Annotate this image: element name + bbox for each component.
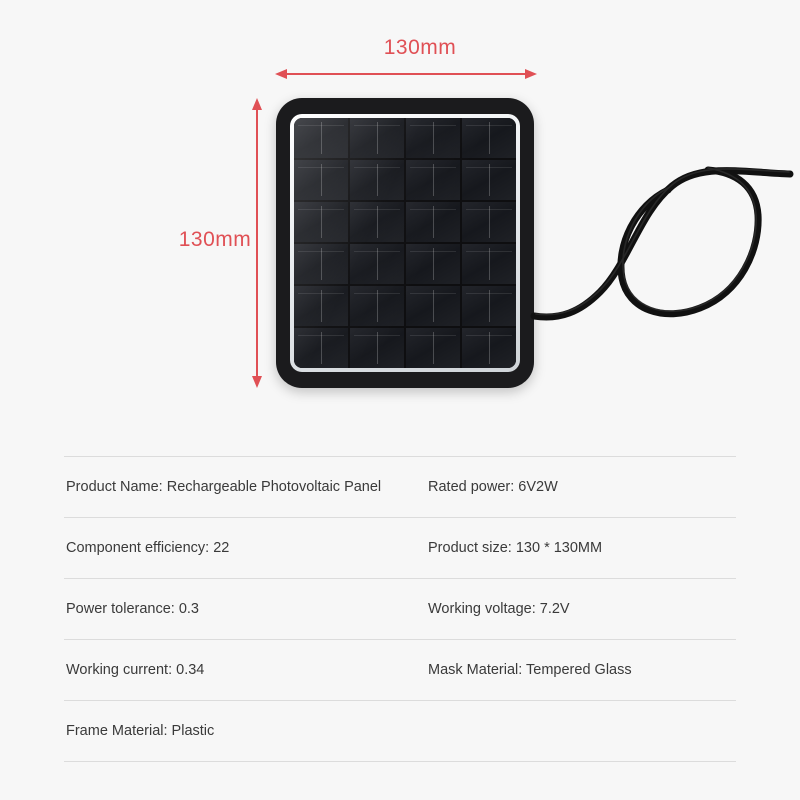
- solar-cell: [350, 118, 404, 158]
- spec-power-tolerance: Power tolerance: 0.3: [66, 600, 199, 617]
- specification-table: [64, 456, 736, 762]
- solar-cell: [294, 202, 348, 242]
- table-row: [64, 579, 736, 640]
- solar-cell: [462, 328, 516, 368]
- solar-cell: [406, 202, 460, 242]
- table-row: [64, 456, 736, 518]
- table-row: [64, 701, 736, 762]
- solar-cell: [350, 286, 404, 326]
- solar-cell: [406, 328, 460, 368]
- spec-working-voltage: Working voltage: 7.2V: [428, 600, 570, 617]
- solar-cell: [294, 328, 348, 368]
- spec-mask-material: Mask Material: Tempered Glass: [428, 661, 632, 678]
- solar-cell: [350, 244, 404, 284]
- solar-panel: [276, 98, 534, 388]
- solar-cell: [462, 286, 516, 326]
- solar-cell: [294, 244, 348, 284]
- solar-cell: [294, 118, 348, 158]
- panel-cell-grid: [294, 118, 516, 368]
- solar-cell: [462, 118, 516, 158]
- solar-cell: [462, 244, 516, 284]
- spec-product-name: Product Name: Rechargeable Photovoltaic Panel: [66, 478, 382, 495]
- solar-cell: [462, 202, 516, 242]
- solar-cell: [350, 328, 404, 368]
- spec-component-efficiency: Component efficiency: 22: [66, 539, 230, 556]
- spec-product-size: Product size: 130 * 130MM: [428, 539, 603, 556]
- spec-frame-material: Frame Material: Plastic: [66, 722, 215, 739]
- solar-cell: [406, 160, 460, 200]
- dimension-label-width: 130mm: [383, 36, 457, 59]
- solar-cell: [350, 160, 404, 200]
- table-row: [64, 518, 736, 579]
- solar-cell: [294, 286, 348, 326]
- spec-working-current: Working current: 0.34: [66, 661, 205, 678]
- solar-cell: [406, 118, 460, 158]
- spec-rated-power: Rated power: 6V2W: [428, 478, 558, 495]
- table-row: [64, 640, 736, 701]
- solar-cell: [294, 160, 348, 200]
- solar-cell: [462, 160, 516, 200]
- solar-cell: [406, 244, 460, 284]
- solar-cell: [406, 286, 460, 326]
- solar-cell: [350, 202, 404, 242]
- dimension-label-height: 130mm: [178, 228, 252, 251]
